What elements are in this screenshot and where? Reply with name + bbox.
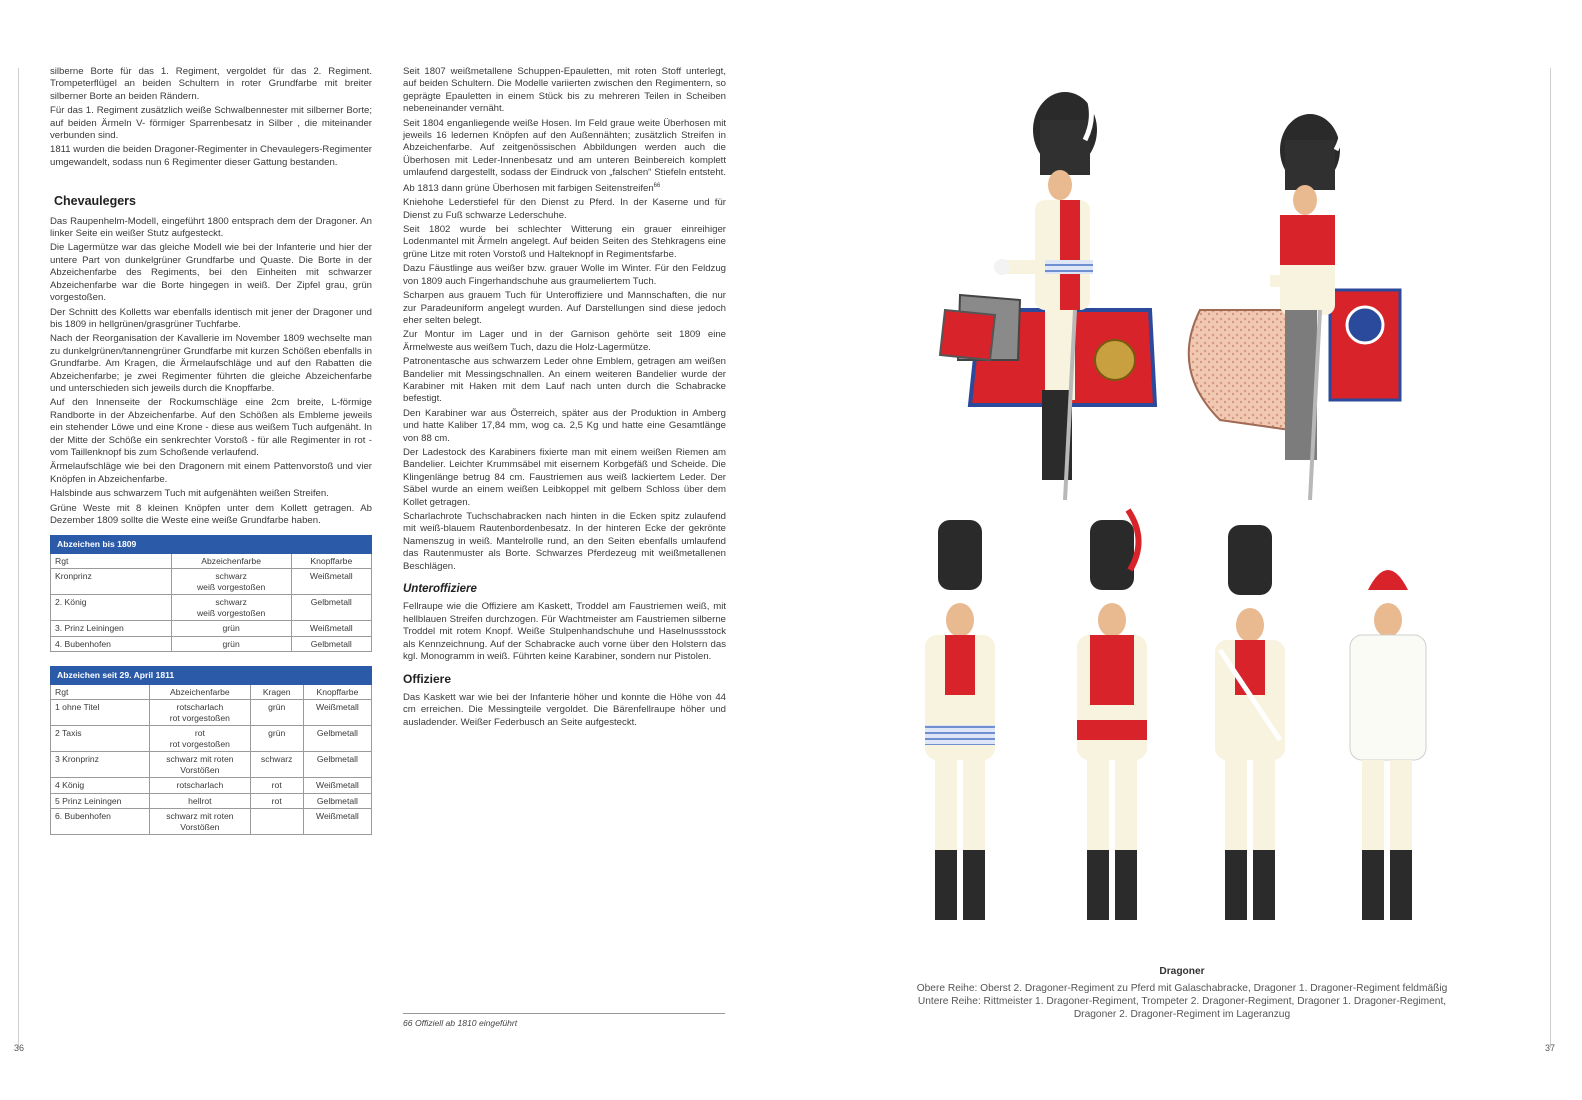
table-cell: schwarz mit roten Vorstößen xyxy=(150,752,250,778)
paragraph: Scharpen aus grauem Tuch für Unteroffiziere und Mannschaften, die nur zur Paradeuniform angelegt wurden. Auf Darstellungen sind diese jedoch eher selten belegt. xyxy=(403,290,726,326)
table-caption: Abzeichen seit 29. April 1811 xyxy=(51,667,372,685)
table-cell: 5 Prinz Leiningen xyxy=(51,793,150,809)
paragraph: Halsbinde aus schwarzem Tuch mit aufgenähten weißen Streifen. xyxy=(50,488,329,500)
table-abzeichen-seit-1811 xyxy=(50,666,372,835)
table-cell: Weißmetall xyxy=(291,569,371,595)
table-cell: grün xyxy=(250,726,303,752)
caption-title: Dragoner xyxy=(1159,966,1205,977)
caption-line: Untere Reihe: Rittmeister 1. Dragoner-Regiment, Trompeter 2. Dragoner-Regiment, Dragoner 1. Dragoner-Regiment, xyxy=(917,996,1447,1007)
left-page xyxy=(0,0,790,1100)
column-header: Kragen xyxy=(250,684,303,700)
table-cell: 4. Bubenhofen xyxy=(51,636,172,652)
table-header-row xyxy=(51,553,372,569)
column-header: Knopffarbe xyxy=(291,553,371,569)
caption-line: Obere Reihe: Oberst 2. Dragoner-Regiment zu Pferd mit Galaschabracke, Dragoner 1. Dragoner-Regiment feldmäßig xyxy=(916,983,1448,994)
column-header: Abzeichenfarbe xyxy=(150,684,250,700)
table-row xyxy=(51,809,372,835)
paragraph: Seit 1802 wurde bei schlechter Witterung ein grauer einreihiger Lodenmantel mit Ärmeln angelegt. Auf beiden Seiten des Stehkragens eine grüne Litze mit roten Vorstoß und Halteknopf in Regimentsfarbe. xyxy=(403,224,726,260)
paragraph: Seit 1807 weißmetallene Schuppen-Epauletten, mit roten Stoff unterlegt, auf beiden Schultern. Die Modelle variierten zwischen den Regimentern, so geprägte Epauletten in einem Stück bis zu mehreren Teilen in Scheiben nebeneinander vernäht. xyxy=(403,66,726,115)
page-number-left: 36 xyxy=(14,1043,25,1053)
table-cell: rot rot vorgestoßen xyxy=(150,726,250,752)
table-header-row xyxy=(51,684,372,700)
table-cell: rotscharlach rot vorgestoßen xyxy=(150,700,250,726)
paragraph: Das Kaskett war wie bei der Infanterie höher und konnte die Höhe von 44 cm erreichen. Die Messingteile vergoldet. Die Bärenfellraupe höher und ausladender. Weißer Federbusch an Seite aufgesteckt. xyxy=(403,691,726,728)
table-row xyxy=(51,595,372,621)
table-row xyxy=(51,793,372,809)
table-cell: Gelbmetall xyxy=(291,636,371,652)
table-cell xyxy=(250,809,303,835)
table-cell: 6. Bubenhofen xyxy=(51,809,150,835)
table-cell: schwarz weiß vorgestoßen xyxy=(171,569,291,595)
table-cell: 3 Kronprinz xyxy=(51,752,150,778)
table-cell: Weißmetall xyxy=(303,778,371,794)
section-heading-offiziere: Offiziere xyxy=(403,672,452,687)
column-header: Abzeichenfarbe xyxy=(171,553,291,569)
table-cell: Gelbmetall xyxy=(291,595,371,621)
paragraph xyxy=(403,118,726,196)
text-column-2 xyxy=(403,66,726,731)
table-cell: Weißmetall xyxy=(303,700,371,726)
text-column-1 xyxy=(50,66,372,835)
column-header: Knopffarbe xyxy=(303,684,371,700)
paragraph: Ärmelaufschläge wie bei den Dragonern mit einem Pattenvorstoß und vier Knöpfen in Abzeichenfarbe. xyxy=(50,461,372,485)
paragraph: Grüne Weste mit 8 kleinen Knöpfen unter dem Kollett getragen. Ab Dezember 1809 sollte die Weste eine weiße Grundfarbe haben. xyxy=(50,502,372,526)
table-cell: Gelbmetall xyxy=(303,726,371,752)
paragraph: Die Lagermütze war das gleiche Modell wie bei der Infanterie und hier der untere Part von dunkelgrüner Grundfarbe und Quaste. Die Borte in der Abzeichenfarbe des Regiments, bei den Einheiten mit schwarzer Abzeichenfarbe war die Borte hingegen in weiß. Der Zipfel grau, grün vorgestoßen. xyxy=(50,242,372,304)
right-margin-line xyxy=(1550,68,1551,1048)
paragraph: Für das 1. Regiment zusätzlich weiße Schwalbennester mit silberner Borte; auf beiden Ärmeln V- förmiger Sparrenbesatz in Silber , die miteinander verbunden sind. xyxy=(50,105,372,142)
dragoner-figure xyxy=(1215,525,1285,920)
paragraph: Scharlachrote Tuchschabracken nach hinten in die Ecken spitz zulaufend mit weiß-blauem Rautenbordenbesatz. In der hinteren Ecke der gekrönte Namenszug in weiß. Mantelrolle rund, an den Seiten ebenfalls umlaufend das Rautenmuster als Borte. Schwarzes Pferdezeug mit weißmetallenen Beschlägen. xyxy=(403,511,726,572)
paragraph: silberne Borte für das 1. Regiment, vergoldet für das 2. Regiment. Trompeterflügel an beiden Schultern in roter Grundfarbe mit breiter silberner Borte an beiden Rändern. xyxy=(50,66,372,102)
paragraph: Auf den Innenseite der Rockumschläge eine 2cm breite, L-förmige Randborte in der Abzeichenfarbe. Auf den Schößen als Embleme jeweils ein stehender Löwe und eine Krone - diese aus weißem Tuch aufgenäht. In der Mitte der Schöße ein senkrechter Vorstoß - für alle Regimenter in rot - vom Taillenknopf bis zum Schoßende verlaufend. xyxy=(50,397,372,458)
table-cell: grün xyxy=(171,636,291,652)
paragraph: Der Schnitt des Kolletts war ebenfalls identisch mit jener der Dragoner und bis 1809 in hellgrünen/grasgrüner Tuchfarbe. xyxy=(50,306,372,330)
paragraph: Fellraupe wie die Offiziere am Kaskett, Troddel am Faustriemen weiß, mit hellblauen Streifen durchzogen. Für Wachtmeister am Faustriemen silberne Troddel mit rotem Knopf. Weiße Stulpenhandschuhe und Haselnussstock als Kennzeichnung. Auf der Schabracke auch vorne über den Holstern das kgl. Monogramm in weiß. Führten keine Karabiner, sondern nur Pistolen. xyxy=(403,601,726,663)
table-cell: Weißmetall xyxy=(291,621,371,637)
table-abzeichen-bis-1809 xyxy=(50,535,372,652)
table-row xyxy=(51,636,372,652)
paragraph: Den Karabiner war aus Österreich, später aus der Produktion in Amberg und hatte Kaliber 17,84 mm, wog ca. 2,5 Kg und hatte eine Gesamtlänge von 88 cm. xyxy=(403,407,726,444)
table-cell: schwarz weiß vorgestoßen xyxy=(171,595,291,621)
paragraph: Patronentasche aus schwarzem Leder ohne Emblem, getragen am weißen Bandelier mit Messingschnallen. An einem weiteren Bandelier wurde der Karabiner mit Haken mit dem Lauf nach unten durch die Schabracke befestigt. xyxy=(403,356,726,405)
table-cell: hellrot xyxy=(150,793,250,809)
footnote-marker: 66 xyxy=(653,182,661,189)
paragraph: Nach der Reorganisation der Kavallerie im November 1809 wechselte man zu dunkelgrünen/tannengrüner Grundfarbe mit kurzen Schößen ebenfalls in Grundfarbe. Am Kragen, die Ärmelaufschläge und auf den Rabatten die Abzeichenfarbe; je zwei Regimenter führten die gleiche Abzeichenfarbe und unterschieden sich jeweils durch die Knopffarbe. xyxy=(50,333,372,394)
left-margin-line xyxy=(18,68,19,1048)
paragraph: Kniehohe Lederstiefel für den Dienst zu Pferd. In der Kaserne und für Dienst zu Fuß schwarze Lederschuhe. xyxy=(403,197,726,221)
mounted-dragoon-field-figure xyxy=(1189,90,1400,500)
table-cell: schwarz mit roten Vorstößen xyxy=(150,809,250,835)
table-cell: 2. König xyxy=(51,595,172,621)
paragraph: Zur Montur im Lager und in der Garnison gehörte seit 1809 eine Ärmelweste aus weißem Tuch, dazu die Holz-Lagermütze. xyxy=(403,329,726,353)
table-cell: Gelbmetall xyxy=(303,752,371,778)
table-cell: rot xyxy=(250,793,303,809)
column-header: Rgt xyxy=(51,684,150,700)
table-row xyxy=(51,621,372,637)
illustration-caption xyxy=(862,965,1502,1021)
table-row xyxy=(51,778,372,794)
mounted-officer-figure xyxy=(940,80,1155,500)
table-row xyxy=(51,726,372,752)
rittmeister-figure xyxy=(925,520,995,920)
table-cell: 1 ohne Titel xyxy=(51,700,150,726)
table-cell: grün xyxy=(171,621,291,637)
table-cell: grün xyxy=(250,700,303,726)
table-row xyxy=(51,752,372,778)
paragraph: 1811 wurden die beiden Dragoner-Regimenter in Chevaulegers-Regimenter umgewandelt, sodass nun 6 Regimenter dieser Gattung bestanden. xyxy=(50,144,372,168)
table-cell: Gelbmetall xyxy=(303,793,371,809)
table-cell: 3. Prinz Leiningen xyxy=(51,621,172,637)
paragraph: Dazu Fäustlinge aus weißer bzw. grauer Wolle im Winter. Für den Feldzug von 1809 auch Fingerhandschuhe aus graumeliertem Tuch. xyxy=(403,263,726,287)
table-cell: rotscharlach xyxy=(150,778,250,794)
table-cell: 2 Taxis xyxy=(51,726,150,752)
dragoon-uniform-illustration xyxy=(890,60,1510,940)
footnote-rule xyxy=(403,1013,725,1014)
column-header: Rgt xyxy=(51,553,172,569)
paragraph-text: Seit 1804 enganliegende weiße Hosen. Im Feld graue weite Überhosen mit jeweils 16 ledernen Knöpfen auf den Außennähten; zusätzlich Streifen in Abzeichenfarbe. Auf zeitgenössischen Abbildungen werden auch die Überhosen mit Leder-Innenbesatz und am unteren Beinbereich komplett umlaufend dargestellt, sodass der Eindruck von „falschen“ Stiefeln entsteht. Ab 1813 dann grüne Überhosen mit farbigen Seitenstreifen xyxy=(403,117,726,194)
table-row xyxy=(51,700,372,726)
footnote: 66 Offiziell ab 1810 eingeführt xyxy=(403,1018,518,1028)
table-cell: 4 König xyxy=(51,778,150,794)
sub-heading-unteroffiziere: Unteroffiziere xyxy=(403,583,477,596)
paragraph: Der Ladestock des Karabiners fixierte man mit einem weißen Riemen am Bandelier. Leichter Krummsäbel mit eisernem Korbgefäß und Scheide. Die Klingenlänge betrug 84 cm. Faustriemen aus weiß lackiertem Leder. Der Säbel wurde an einem weißen Leibkoppel mit gelbem Schloss über dem Kollet getragen. xyxy=(403,446,726,508)
caption-line: Dragoner 2. Dragoner-Regiment im Lageranzug xyxy=(1073,1009,1291,1020)
table-cell: Weißmetall xyxy=(303,809,371,835)
section-heading-chevaulegers: Chevaulegers xyxy=(54,194,136,209)
table-caption: Abzeichen bis 1809 xyxy=(51,536,372,554)
page-number-right: 37 xyxy=(1545,1043,1556,1053)
trumpeter-figure xyxy=(1077,510,1147,920)
table-cell: Kronprinz xyxy=(51,569,172,595)
table-cell: rot xyxy=(250,778,303,794)
table-cell: schwarz xyxy=(250,752,303,778)
dragoner-lageranzug-figure xyxy=(1350,570,1426,920)
paragraph: Das Raupenhelm-Modell, eingeführt 1800 entsprach dem der Dragoner. An linker Seite ein weißer Stutz aufgesteckt. xyxy=(50,215,372,240)
table-row xyxy=(51,569,372,595)
